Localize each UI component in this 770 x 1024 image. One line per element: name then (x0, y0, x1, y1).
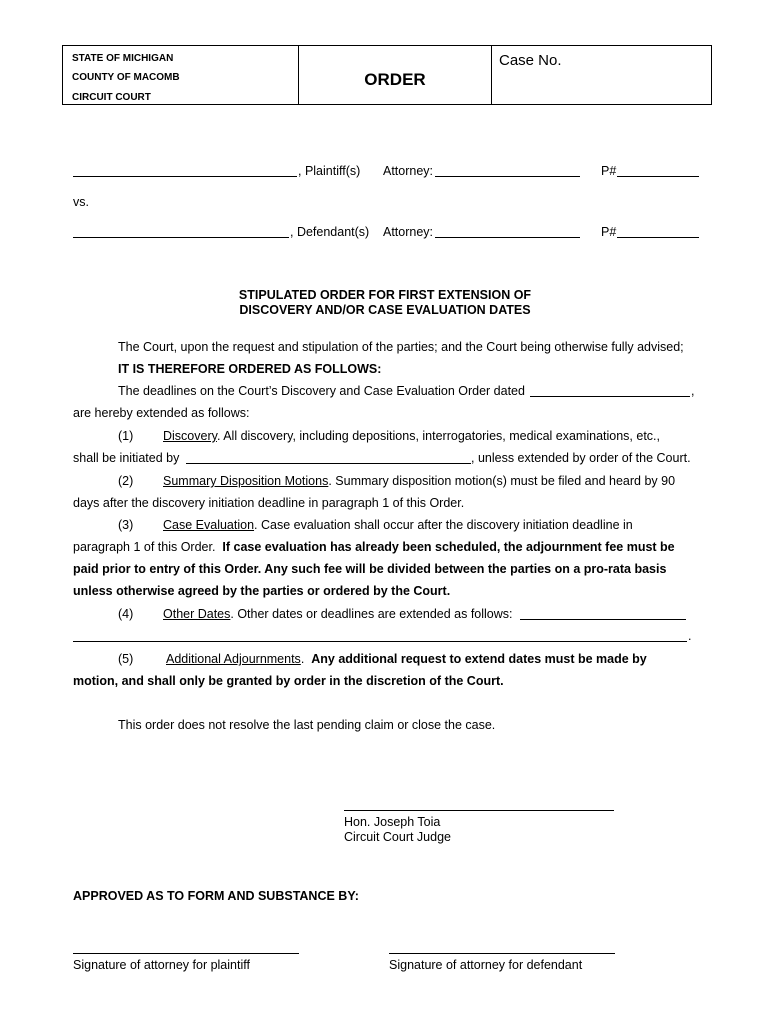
paragraph-1-text: . All discovery, including depositions, interrogatories, medical examinations, etc., (216, 429, 660, 443)
versus-label: vs. (73, 195, 89, 209)
paragraph-2-text: . Summary disposition motion(s) must be filed and heard by 90 (328, 474, 676, 488)
other-dates-field-1[interactable] (520, 619, 686, 620)
approved-heading: APPROVED AS TO FORM AND SUBSTANCE BY: (73, 889, 359, 903)
plaintiff-p-number-field[interactable] (617, 176, 699, 177)
court-info-cell (63, 46, 299, 104)
intro-text: The Court, upon the request and stipulation of the parties; and the Court being otherwise fully advised; (118, 340, 684, 354)
order-date-field[interactable] (530, 396, 690, 397)
paragraph-1-number: (1) (118, 429, 134, 443)
paragraph-5-text-a: . (300, 652, 305, 666)
order-title-line2: DISCOVERY AND/OR CASE EVALUATION DATES (239, 303, 531, 317)
judge-name: Hon. Joseph Toia (344, 815, 441, 829)
defendant-attorney-label: Attorney: (383, 225, 434, 239)
paragraph-3-heading: Case Evaluation (163, 518, 255, 532)
document-type: ORDER (364, 70, 426, 89)
county-label: COUNTY OF MACOMB (72, 72, 180, 83)
plaintiff-name-field[interactable] (73, 176, 297, 177)
paragraph-5-text-b: Any additional request to extend dates must be made by (311, 652, 647, 666)
paragraph-2-cont: days after the discovery initiation deadline in paragraph 1 of this Order. (73, 496, 465, 510)
plaintiff-attorney-signature-label: Signature of attorney for plaintiff (73, 958, 250, 972)
paragraph-1-cont-a: shall be initiated by (73, 451, 180, 465)
paragraph-3 (163, 518, 633, 532)
doc-type-cell (299, 46, 492, 104)
paragraph-5 (166, 652, 647, 666)
defendant-label: , Defendant(s) (290, 225, 370, 239)
defendant-name-field[interactable] (73, 237, 289, 238)
paragraph-4-text: . Other dates or deadlines are extended as follows: (230, 607, 513, 621)
discovery-date-field[interactable] (186, 463, 471, 464)
case-number-cell (492, 46, 711, 104)
plaintiff-attorney-signature-field[interactable] (73, 953, 299, 954)
plaintiff-label: , Plaintiff(s) (298, 164, 361, 178)
paragraph-5-number: (5) (118, 652, 134, 666)
defendant-p-number-label: P# (601, 225, 617, 239)
closing-statement: This order does not resolve the last pending claim or close the case. (118, 718, 496, 732)
judge-signature-field[interactable] (344, 810, 614, 811)
judge-title: Circuit Court Judge (344, 830, 451, 844)
paragraph-4-heading: Other Dates (163, 607, 231, 621)
court-label: CIRCUIT COURT (72, 92, 151, 103)
caption-box (62, 45, 712, 105)
paragraph-3-cont-a: paragraph 1 of this Order. (73, 540, 216, 554)
paragraph-4 (163, 607, 513, 621)
paragraph-3-cont-d: unless otherwise agreed by the parties or ordered by the Court. (73, 584, 451, 598)
paragraph-2-heading: Summary Disposition Motions (163, 474, 329, 488)
paragraph-5-cont: motion, and shall only be granted by order in the discretion of the Court. (73, 674, 504, 688)
defendant-attorney-field[interactable] (435, 237, 580, 238)
paragraph-1-heading: Discovery (163, 429, 217, 443)
order-title-line1: STIPULATED ORDER FOR FIRST EXTENSION OF (238, 288, 532, 302)
defendant-attorney-signature-label: Signature of attorney for defendant (389, 958, 583, 972)
defendant-attorney-signature-field[interactable] (389, 953, 615, 954)
plaintiff-attorney-field[interactable] (435, 176, 580, 177)
paragraph-3-text: . Case evaluation shall occur after the discovery initiation deadline in (254, 518, 633, 532)
paragraph-3-cont-b: If case evaluation has already been scheduled, the adjournment fee must be (222, 540, 675, 554)
paragraph-3-number: (3) (118, 518, 134, 532)
paragraph-1 (163, 429, 660, 443)
plaintiff-attorney-label: Attorney: (383, 164, 434, 178)
paragraph-2 (163, 474, 675, 488)
deadlines-text: The deadlines on the Court’s Discovery and Case Evaluation Order dated (118, 384, 525, 398)
deadlines-comma: , (691, 384, 695, 398)
ordered-heading: IT IS THEREFORE ORDERED AS FOLLOWS: (118, 362, 382, 376)
defendant-p-number-field[interactable] (617, 237, 699, 238)
paragraph-3-cont-1 (73, 540, 675, 554)
state-label: STATE OF MICHIGAN (72, 53, 174, 64)
paragraph-3-cont-c: paid prior to entry of this Order. Any such fee will be divided between the parties on a pro-rata basis (73, 562, 667, 576)
paragraph-1-cont-b: , unless extended by order of the Court. (471, 451, 691, 465)
paragraph-2-number: (2) (118, 474, 134, 488)
plaintiff-p-number-label: P# (601, 164, 617, 178)
extended-text: are hereby extended as follows: (73, 406, 250, 420)
paragraph-5-heading: Additional Adjournments (166, 652, 301, 666)
paragraph-4-number: (4) (118, 607, 134, 621)
other-dates-field-2[interactable] (73, 641, 687, 642)
paragraph-4-end: . (688, 629, 692, 643)
case-number-label: Case No. (499, 52, 562, 69)
